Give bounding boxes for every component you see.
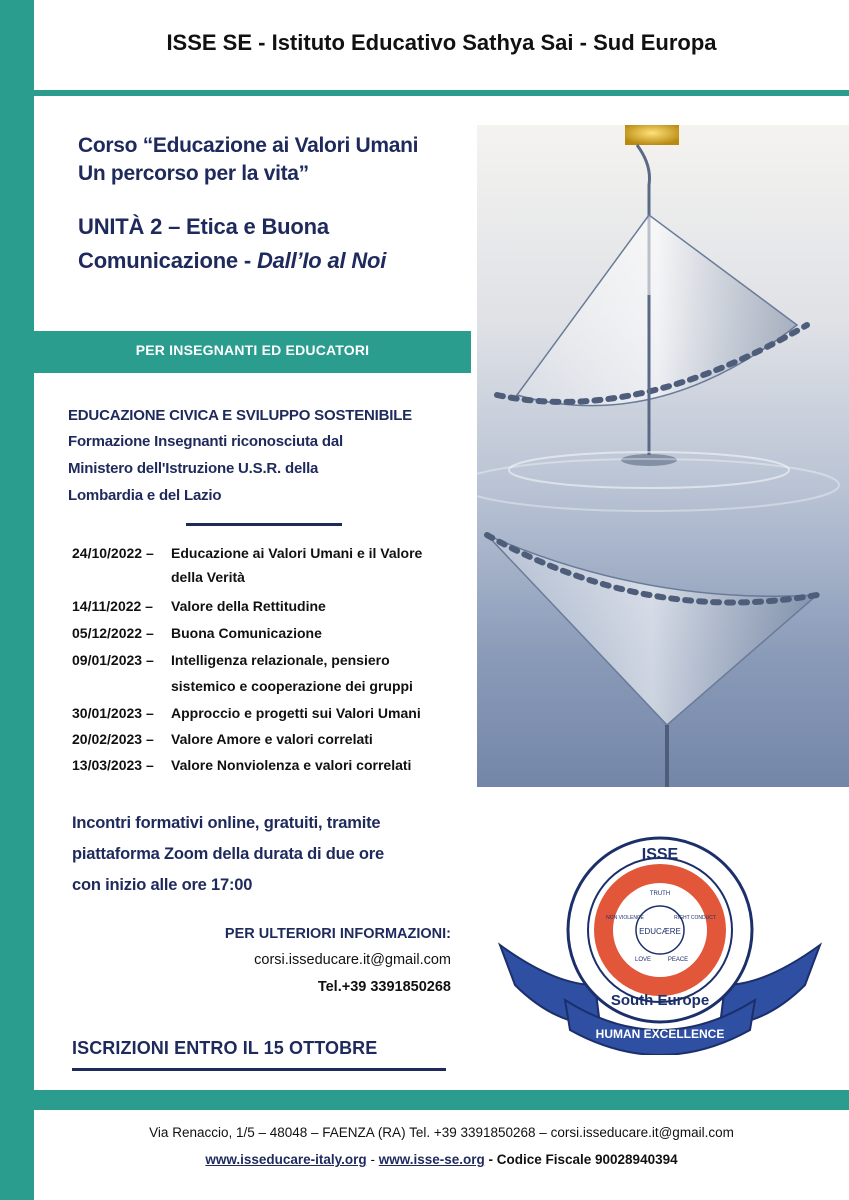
logo-petal: NON VIOLENCE (606, 915, 644, 921)
footer-separator: - (366, 1152, 379, 1167)
civic-title: EDUCAZIONE CIVICA E SVILUPPO SOSTENIBILE (68, 407, 412, 424)
session-date: 09/01/2023 – (72, 652, 154, 668)
logo-petal: RIGHT CONDUCT (674, 915, 716, 921)
logo-top-text: ISSE (641, 846, 679, 863)
header-title: ISSE SE - Istituto Educativo Sathya Sai - Sud Europa (166, 30, 717, 55)
session-title: Educazione ai Valori Umani e il Valore (171, 545, 423, 561)
website-link-2[interactable]: www.isse-se.org (378, 1152, 485, 1167)
unit-title-line1: UNITÀ 2 – Etica e Buona (78, 214, 329, 239)
logo-center-text: EDUCÆRE (639, 927, 681, 936)
info-line: piattaforma Zoom della durata di due ore (72, 845, 384, 863)
session-date: 13/03/2023 – (72, 757, 154, 773)
civic-line: Lombardia e del Lazio (68, 487, 222, 504)
course-title-line2: Un percorso per la vita” (78, 162, 309, 185)
logo-petal: LOVE (634, 957, 652, 963)
unit-title-line2 (78, 244, 386, 277)
footer-address: Via Renaccio, 1/5 – 48048 – FAENZA (RA) Tel. +39 3391850268 – corsi.isseducare.it@gmail.com (149, 1125, 734, 1140)
logo-petal: PEACE (667, 957, 689, 963)
audience-label: PER INSEGNANTI ED EDUCATORI (135, 342, 370, 358)
session-title: della Verità (171, 569, 245, 585)
session-date: 05/12/2022 – (72, 625, 154, 641)
website-link[interactable]: www.isseducare-italy.org (205, 1152, 367, 1167)
session-date: 14/11/2022 – (72, 598, 153, 614)
logo-ribbon-text: HUMAN EXCELLENCE (595, 1027, 725, 1041)
civic-line: Formazione Insegnanti riconosciuta dal (68, 433, 343, 450)
water-drop-photo (477, 125, 849, 787)
civic-line: Ministero dell'Istruzione U.S.R. della (68, 460, 319, 477)
session-title: Valore Nonviolenza e valori correlati (171, 757, 412, 773)
footer-links (34, 1152, 849, 1167)
session-title: Valore della Rettitudine (171, 598, 326, 614)
registration-deadline: ISCRIZIONI ENTRO IL 15 OTTOBRE (72, 1038, 378, 1058)
session-title: Valore Amore e valori correlati (171, 731, 373, 747)
isse-logo (495, 835, 825, 1055)
logo-petal: TRUTH (649, 891, 671, 897)
deadline-underline (72, 1068, 446, 1071)
session-title: sistemico e cooperazione dei gruppi (171, 678, 413, 694)
unit-title-plain: Comunicazione - (78, 248, 252, 273)
contact-phone: Tel.+39 3391850268 (317, 979, 451, 995)
session-date: 20/02/2023 – (72, 731, 154, 747)
session-title: Buona Comunicazione (171, 625, 322, 641)
divider-rule (186, 523, 342, 526)
info-line: Incontri formativi online, gratuiti, tramite (72, 814, 381, 832)
session-title: Approccio e progetti sui Valori Umani (171, 705, 421, 721)
fiscal-code: - Codice Fiscale 90028940394 (484, 1152, 678, 1167)
session-date: 30/01/2023 – (72, 705, 154, 721)
unit-title-italic: Dall’Io al Noi (256, 248, 387, 273)
contact-email[interactable]: corsi.isseducare.it@gmail.com (254, 952, 451, 968)
info-line: con inizio alle ore 17:00 (72, 876, 253, 894)
logo-ring-text: South Europe (610, 992, 710, 1009)
course-title-line1: Corso “Educazione ai Valori Umani (78, 134, 419, 157)
session-title: Intelligenza relazionale, pensiero (171, 652, 390, 668)
session-date: 24/10/2022 – (72, 545, 154, 561)
contact-heading: PER ULTERIORI INFORMAZIONI: (224, 926, 451, 942)
